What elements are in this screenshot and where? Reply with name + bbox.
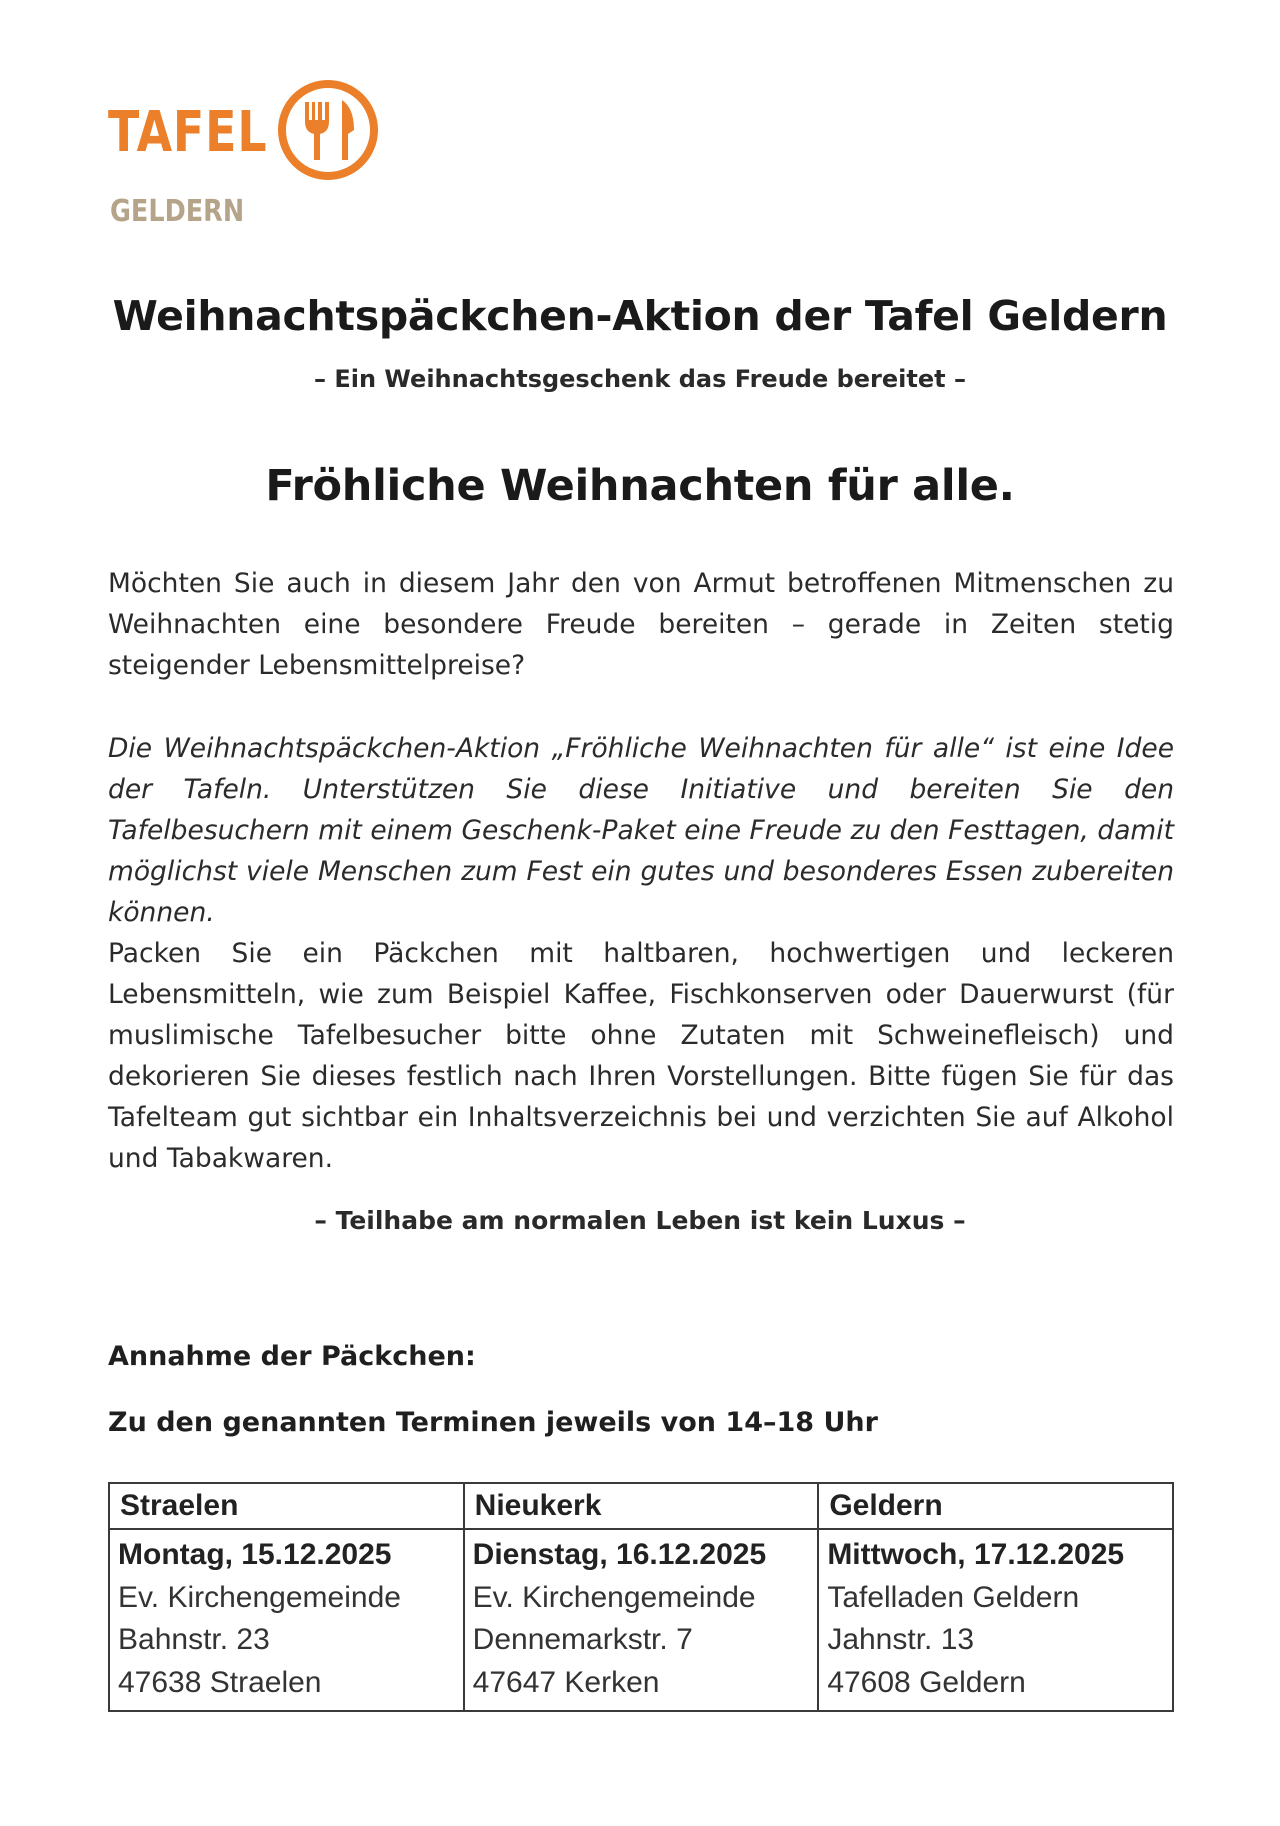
location-cell-straelen (109, 1529, 464, 1711)
location-zip-city: 47608 Geldern (827, 1665, 1026, 1699)
collection-hours: Zu den genannten Terminen jeweils von 14–18 Uhr (108, 1407, 878, 1438)
intro-paragraph: Möchten Sie auch in diesem Jahr den von Armut betroffenen Mitmenschen zu Weihnachten eine besondere Freude bereiten – gerade in Zeiten stetig steigender Lebensmittelpreise? (108, 568, 1174, 681)
initiative-paragraph: Die Weihnachtspäckchen-Aktion „Fröhliche Weihnachten für alle“ ist eine Idee der Tafeln. Unterstützen Sie diese Initiative und bereiten Sie den Tafelbesuchern mit einem Geschenk-Paket eine Freude zu den Festtagen, damit möglichst viele Menschen zum Fest ein gutes und besonderes Essen zubereiten können. (108, 733, 1174, 928)
location-date: Dienstag, 16.12.2025 (472, 1538, 767, 1571)
fork-knife-icon (276, 78, 380, 182)
location-venue: Ev. Kirchengemeinde (118, 1580, 401, 1614)
location-cell-nieukerk (464, 1529, 819, 1711)
table-row (109, 1529, 1173, 1711)
collection-heading: Annahme der Päckchen: (108, 1341, 476, 1372)
headline: Fröhliche Weihnachten für alle. (265, 461, 1015, 511)
table-header-row (109, 1483, 1173, 1529)
location-zip-city: 47638 Straelen (118, 1665, 322, 1699)
page-subtitle: – Ein Weihnachtsgeschenk das Freude bereitet – (314, 365, 966, 393)
instructions-paragraph: Packen Sie ein Päckchen mit haltbaren, hochwertigen und leckeren Lebensmitteln, wie zum Beispiel Kaffee, Fischkonserven oder Dauerwurst (für muslimische Tafelbesucher bitte ohne Zutaten mit Schweinefleisch) und dekorieren Sie dieses festlich nach Ihren Vorstellungen. Bitte fügen Sie für das Tafelteam gut sichtbar ein Inhaltsverzeichnis bei und verzichten Sie auf Alkohol und Tabakwaren. (108, 938, 1174, 1174)
column-header-geldern: Geldern (818, 1483, 1173, 1529)
location-venue: Tafelladen Geldern (827, 1580, 1080, 1614)
tagline: – Teilhabe am normalen Leben ist kein Luxus – (314, 1206, 966, 1235)
location-zip-city: 47647 Kerken (472, 1665, 660, 1699)
location-date: Mittwoch, 17.12.2025 (827, 1538, 1125, 1571)
location-street: Jahnstr. 13 (827, 1623, 975, 1656)
location-street: Bahnstr. 23 (118, 1623, 270, 1656)
location-date: Montag, 15.12.2025 (118, 1538, 392, 1571)
location-street: Dennemarkstr. 7 (472, 1623, 693, 1656)
tafel-logo (108, 78, 398, 238)
column-header-straelen: Straelen (109, 1483, 464, 1529)
location-cell-geldern (818, 1529, 1173, 1711)
logo-wordmark: TAFEL (108, 100, 268, 165)
column-header-nieukerk: Nieukerk (464, 1483, 819, 1529)
location-venue: Ev. Kirchengemeinde (472, 1580, 756, 1614)
page-title: Weihnachtspäckchen-Aktion der Tafel Geldern (112, 292, 1168, 340)
logo-city: GELDERN (110, 194, 245, 229)
collection-dates-table (108, 1482, 1174, 1712)
